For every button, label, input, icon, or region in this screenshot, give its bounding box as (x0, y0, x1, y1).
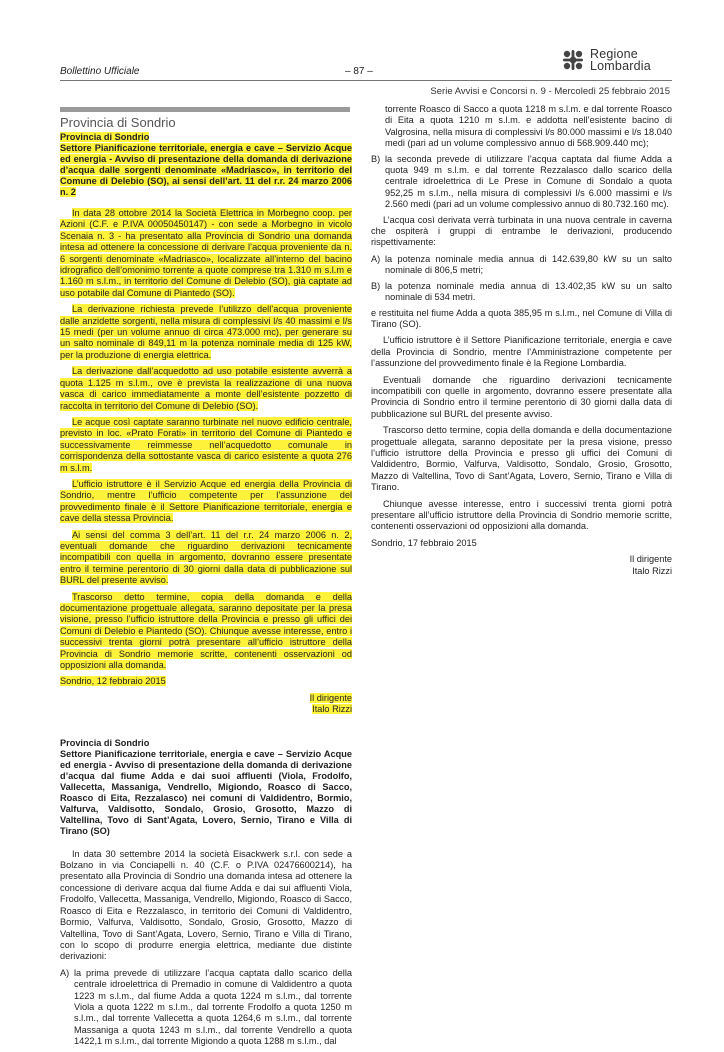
power-b-label: B) (371, 280, 381, 291)
notice1-p3: La derivazione dall’acquedotto ad uso potabile esistente avverrà a quota 1.125 m s.l.m., ove è prevista la realizzazione di una nuova vasca di carico immediatamente a monte dell’esistente pozzetto di raccolta in territorio del Comune di Delebio (SO). (60, 366, 352, 411)
power-item-b (371, 281, 672, 304)
left-column (60, 115, 352, 1052)
power-a-label: A) (371, 253, 381, 264)
notice2-p2: L’acqua così derivata verrà turbinata in una nuova centrale in caverna che ospiterà i gruppi di entrambe le derivazioni, producendo rispettivamente: (371, 214, 672, 248)
notice1-p5: L’ufficio istruttore è il Servizio Acque ed energia della Provincia di Sondrio, mentre l’ufficio competente per l’assunzione del provvedimento finale è il Settore Pianificazione territoriale, energia e cave della stessa Provincia. (60, 478, 352, 524)
series-info: Serie Avvisi e Concorsi n. 9 - Mercoledì 25 febbraio 2015 (430, 86, 670, 97)
page-number: – 87 – (345, 66, 373, 77)
notice2-title: Settore Pianificazione territoriale, energia e cave – Servizio Acque ed energia - Avviso di presentazione della domanda di derivazione d’acqua dal fiume Adda e dai suoi affluenti (Viola, Frodolfo, Vallecetta, Massaniga, Vendrello, Migiondo, Roasco di Sacco, Roasco di Eita, Rezzalasco) nei comuni di Valdidentro, Bormio, Valfurva, Valdisotto, Sondalo, Grosio, Grosotto, Mazzo di Valtellina, Tovo di Sant’Agata, Lovero, Sernio, Tirano e Villa di Tirano (SO) (60, 748, 352, 836)
item-b-label: B) (371, 153, 381, 164)
notice1-p2: La derivazione richiesta prevede l’utilizzo dell’acqua proveniente dalle anzidette sorgenti, nella misura di complessivi l/s 40 massimi e l/s 15 medi (per un volume annuo di circa 473.000 mc), per generare su un salto nominale di 849,11 m la potenza nominale media di 125 kW, per la produzione di energia elettrica. (60, 304, 352, 360)
notice1-sign-name: Italo Rizzi (312, 704, 352, 715)
notice2-p6: Trascorso detto termine, copia della domanda e della documentazione progettuale allegata, saranno depositate per la presa visione, presso l’ufficio istruttore della Provincia e presso gli uffici dei Comuni di Valdidentro, Bormio, Valfurva, Valdisotto, Sondalo, Grosio, Grosotto, Mazzo di Valtellina, Tovo di Sant’Agata, Lovero, Sernio, Tirano e Villa di Tirano. (371, 425, 672, 493)
notice1-p7: Trascorso detto termine, copia della domanda e della documentazione progettuale allegata, saranno depositate per la presa visione, presso l’ufficio istruttore della Provincia e presso gli uffici dei Comuni di Delebio e Piantedo (SO). Chiunque avesse interesse, entro i successivi trenta giorni potrà presentare all’ufficio istruttore della Provincia di Sondrio memorie scritte, contenenti osservazioni od opposizioni alla domanda. (60, 591, 352, 671)
item-a-label: A) (60, 967, 70, 978)
regione-lombardia-logo (560, 47, 651, 73)
right-column (371, 104, 672, 577)
bulletin-title: Bollettino Ufficiale (60, 66, 140, 77)
notice1-p1: In data 28 ottobre 2014 la Società Elettrica in Morbegno coop. per Azioni (C.F. e P.IVA 00050450147) - con sede a Morbegno in vicolo Scenaia n. 3 - ha presentato alla Provincia di Sondrio una domanda intesa ad ottenere la concessione di derivare l’acqua proveniente da n. 6 sorgenti denominate «Madriasco», localizzate all’interno del bacino idrografico dell’omonimo torrente a quote comprese tra 1.310 m s.l.m e 1.160 m s.l.m., in territorio del Comune di Delebio (SO), già captate ad uso potabile dal Comune di Piantedo (SO). (60, 208, 352, 298)
notice2-sign-name: Italo Rizzi (632, 565, 672, 576)
notice2-p1: In data 30 settembre 2014 la società Eisackwerk s.r.l. con sede a Bolzano in via Conciapelli n. 40 (C.F. o P.IVA 02476600214), ha presentato alla Provincia di Sondrio una domanda intesa ad ottenere la concessione di derivare acqua dal fiume Adda e dai sui affluenti Viola, Frodolfo, Vallecetta, Massaniga, Vendrello, Migiondo, Roasco di Sacco, Roasco di Eita e Rezzalasco, in territorio dei Comuni di Valdidentro, Bormio, Valfurva, Valdisotto, Sondalo, Grosio, Grosotto, Mazzo di Valtellina, Tovo di Sant’Agata, Lovero, Sernio, Tirano e Villa di Tirano, con lo scopo di produrre energia elettrica, mediante due distinte derivazioni: (60, 848, 352, 962)
notice2-heading (60, 738, 352, 837)
notice1-date: Sondrio, 12 febbraio 2015 (60, 676, 166, 687)
notice1-org: Provincia di Sondrio (60, 132, 150, 142)
header-rule (60, 80, 672, 81)
notice1-p4: Le acque così captate saranno turbinate nel nuovo edificio centrale, previsto in loc. «Prato Forati» in territorio del Comune di Piantedo e successivamente reimmesse nell’acquedotto comunale in corrispondenza della sottostante vasca di carico esistente a quota 276 m s.l.m. (60, 416, 352, 473)
notice2-item-a (60, 968, 352, 1048)
notice2-p5: Eventuali domande che riguardino derivazioni tecnicamente incompatibili con quelle in argomento, dovranno essere presentate alla Provincia di Sondrio entro il termine perentorio di 30 giorni dalla data di pubblicazione sul BURL del presente avviso. (371, 374, 672, 419)
section-bar (60, 107, 350, 112)
power-b-text: la potenza nominale media annua di 13.402,35 kW su un salto nominale di 534 metri. (385, 280, 672, 303)
logo-line-1: Regione (590, 47, 638, 61)
logo-text (590, 48, 651, 72)
item-a-continuation: torrente Roasco di Sacco a quota 1218 m s.l.m. e dal torrente Roasco di Eita a quota 1210 m s.l.m. e addotta nell’esistente bacino di Valgrosina, nella misura di complessivi l/s 80.000 massimi e l/s 18.040 medi (pari ad un volume complessivo annuo di 568.909.440 mc); (385, 104, 672, 149)
notice2-p3: e restituita nel fiume Adda a quota 385,95 m s.l.m., nel Comune di Villa di Tirano (SO). (371, 307, 672, 329)
notice2-org: Provincia di Sondrio (60, 737, 150, 748)
notice1-heading (60, 132, 352, 198)
item-b-text: la seconda prevede di utilizzare l’acqua captata dal fiume Adda a quota 949 m s.l.m. e dal torrente Rezzalasco dallo scarico della centrale idroelettrica di Le Prese in Comune di Sondalo a quota 952,25 m s.l.m., nella misura di complessivi l/s 6.000 massimi e l/s 2.560 medi (pari ad un volume complessivo annuo di 80.732.160 mc). (385, 153, 672, 210)
notice2-sign-role: Il dirigente (629, 554, 672, 565)
notice1-sign-role: Il dirigente (309, 692, 352, 703)
section-title: Provincia di Sondrio (60, 115, 176, 130)
power-a-text: la potenza nominale media annua di 142.639,80 kW su un salto nominale di 806,5 metri; (385, 253, 672, 276)
notice2-p7: Chiunque avesse interesse, entro i successivi trenta giorni potrà presentare all’ufficio istruttore della Provincia di Sondrio memorie scritte, contenenti osservazioni od opposizioni alla domanda. (371, 498, 672, 532)
logo-line-2: Lombardia (590, 59, 651, 73)
power-item-a (371, 254, 672, 277)
notice2-date: Sondrio, 17 febbraio 2015 (371, 537, 477, 548)
item-a-text: la prima prevede di utilizzare l’acqua captata dallo scarico della centrale idroelettrica di Premadio in comune di Valdidentro a quota 1223 m s.l.m., dal fiume Adda a quota 1224 m s.l.m., dal torrente Viola a quota 1222 m s.l.m., dal torrente Frodolfo a quota 1250 m s.l.m., dal torrente Vallecetta a quota 1264,6 m s.l.m., dal torrente Massaniga a quota 1243 m s.l.m., dal torrente Vendrello a quota 1422,1 m s.l.m., dal torrente Migiondo a quota 1288 m s.l.m., dal (74, 967, 352, 1047)
rosa-camuna-icon (560, 47, 586, 73)
notice1-title: Settore Pianificazione territoriale, energia e cave – Servizio Acque ed energia - Avviso di presentazione della domanda di derivazione d’acqua dalle sorgenti denominate «Madriasco», in territorio del Comune di Delebio (SO), ai sensi dell’art. 11 del r.r. 24 marzo 2006 n. 2 (60, 143, 352, 197)
notice2-item-b (371, 154, 672, 211)
notice1-p6: Ai sensi del comma 3 dell’art. 11 del r.r. 24 marzo 2006 n. 2, eventuali domande che riguardino derivazioni tecnicamente incompatibili con quella in argomento, dovranno essere presentate entro il termine perentorio di 30 giorni dalla data di pubblicazione sul BURL del presente avviso. (60, 529, 352, 586)
notice2-p4: L’ufficio istruttore è il Settore Pianificazione territoriale, energia e cave della Provincia di Sondrio, mentre l’Amministrazione competente per l’assunzione del provvedimento finale è la Regione Lombardia. (371, 335, 672, 369)
